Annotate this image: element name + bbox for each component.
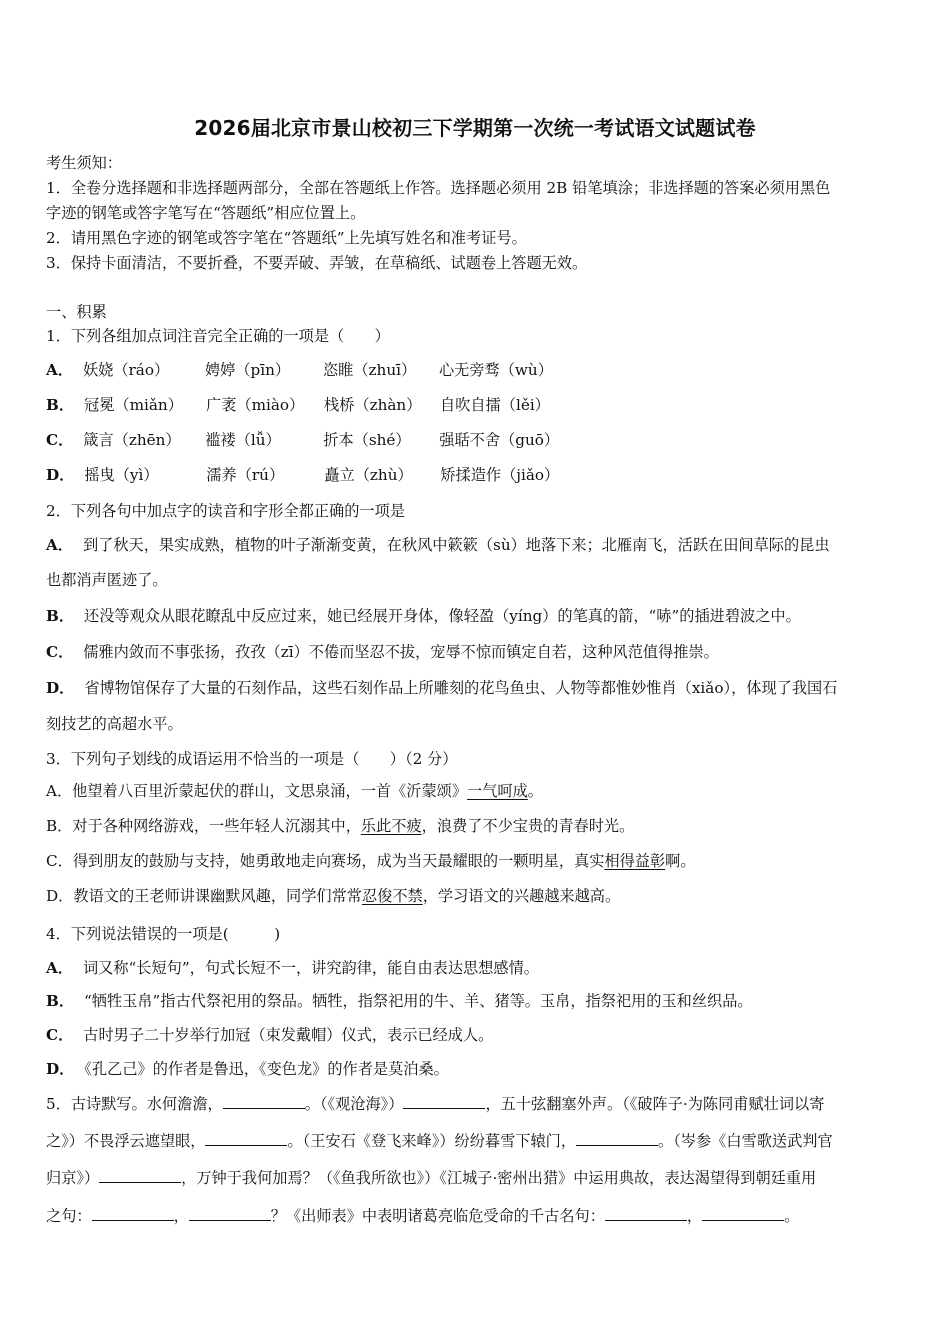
- answer-blank[interactable]: [576, 1131, 658, 1146]
- option-label: B．: [46, 607, 75, 625]
- question-2-option-c: [46, 642, 719, 662]
- question-5-text: ？《出师表》中表明诸葛亮临危受命的千古名句：: [270, 1207, 605, 1225]
- option-text: 得到朋友的鼓励与支持，她勇敢地走向赛场，成为当天最耀眼的一颗明星，真实: [72, 852, 605, 870]
- option-label: A．: [46, 361, 73, 379]
- question-1-option-a: [46, 360, 553, 380]
- question-1-stem: 1．下列各组加点词注音完全正确的一项是（ ）: [46, 327, 390, 345]
- option-item: 褴褛（lǚ）: [205, 431, 281, 449]
- option-text: 对于各种网络游戏，一些年轻人沉溺其中，: [72, 817, 361, 835]
- option-item: 冠冕（miǎn）: [84, 396, 183, 414]
- option-label: C．: [46, 643, 74, 661]
- exam-title: 2026届北京市景山校初三下学期第一次统一考试语文试题试卷: [194, 116, 756, 140]
- question-5-text: ，万钟于我何加焉？（《鱼我所欲也》）《江城子·密州出猎》中运用典故，表达渴望得到朝廷重用: [181, 1169, 817, 1187]
- section-heading: 一、积累: [46, 303, 107, 321]
- question-5-line-1: [46, 1094, 824, 1114]
- option-item: 摇曳（yì）: [84, 466, 159, 484]
- option-label: C．: [46, 431, 74, 449]
- notice-line-2: 字迹的钢笔或答字笔写在“答题纸”相应位置上。: [46, 204, 366, 222]
- question-2-option-b: [46, 606, 801, 626]
- question-5-text: 之句：: [46, 1207, 92, 1225]
- question-5-text: 。（岑参《白雪歌送武判官: [658, 1132, 833, 1150]
- answer-blank[interactable]: [605, 1206, 687, 1221]
- option-label: B．: [46, 396, 75, 414]
- option-text: ，学习语文的兴趣越来越高。: [422, 887, 621, 905]
- option-item: 濡养（rú）: [206, 466, 285, 484]
- option-item: 强聒不舍（guō）: [439, 431, 560, 449]
- option-text: “牺牲玉帛”指古代祭祀用的祭品。牺牲，指祭祀用的牛、羊、猪等。玉帛，指祭祀用的玉和丝织品。: [84, 992, 753, 1010]
- option-label: D．: [46, 887, 74, 905]
- answer-blank[interactable]: [223, 1094, 305, 1109]
- question-2-option-a: [46, 535, 830, 555]
- option-text: 儒雅内敛而不事张扬，孜孜（zī）不倦而坚忍不拔，宠辱不惊而镇定自若，这种风范值得推崇。: [83, 643, 719, 661]
- answer-blank[interactable]: [99, 1168, 181, 1183]
- underlined-idiom: 忍俊不禁: [361, 887, 423, 905]
- option-item: 折本（shé）: [323, 431, 411, 449]
- question-3-option-a: [46, 781, 543, 801]
- option-text: 啊。: [665, 852, 696, 870]
- option-text: 到了秋天，果实成熟，植物的叶子渐渐变黄，在秋风中簌簌（sù）地落下来；北雁南飞，活跃在田间草际的昆虫: [82, 536, 830, 554]
- question-5-line-3: [46, 1168, 816, 1188]
- option-label: A．: [46, 782, 73, 800]
- question-1-option-b: [46, 395, 550, 415]
- option-text: 还没等观众从眼花瞭乱中反应过来，她已经展开身体，像轻盈（yíng）的笔真的箭，“哧”的插进碧波之中。: [84, 607, 801, 625]
- question-5-text: 。（王安石《登飞来峰》）纷纷暮雪下辕门，: [287, 1132, 577, 1150]
- option-label: C．: [46, 1026, 74, 1044]
- option-label: A．: [46, 536, 73, 554]
- question-2-option-a-cont: 也都消声匿迹了。: [46, 571, 168, 589]
- option-item: 矫揉造作（jiǎo）: [440, 466, 560, 484]
- question-1-option-c: [46, 430, 559, 450]
- option-item: 心无旁骛（wù）: [438, 361, 553, 379]
- option-label: B．: [46, 817, 73, 835]
- question-1-option-d: [46, 465, 559, 485]
- option-text: 教语文的王老师讲课幽默风趣，同学们常常: [73, 887, 362, 905]
- answer-blank[interactable]: [403, 1094, 485, 1109]
- option-item: 自吹自擂（lěi）: [440, 396, 550, 414]
- question-3-stem: 3．下列句子划线的成语运用不恰当的一项是（ ）（2 分）: [46, 750, 458, 768]
- question-5-text: ，: [686, 1207, 703, 1225]
- question-2-stem: 2．下列各句中加点字的读音和字形全都正确的一项是: [46, 502, 405, 520]
- option-label: B．: [46, 992, 75, 1010]
- option-item: 栈桥（zhàn）: [324, 396, 422, 414]
- option-text: 省博物馆保存了大量的石刻作品，这些石刻作品上所雕刻的花鸟鱼虫、人物等都惟妙惟肖（xiǎo），体现了我国石: [84, 679, 838, 697]
- option-text: 他望着八百里沂蒙起伏的群山，文思泉涌，一首《沂蒙颂》: [72, 782, 468, 800]
- answer-blank[interactable]: [189, 1206, 271, 1221]
- option-label: D．: [46, 679, 75, 697]
- option-text: 古时男子二十岁举行加冠（束发戴帽）仪式，表示已经成人。: [83, 1026, 494, 1044]
- question-4-option-a: [46, 958, 539, 978]
- option-label: D．: [46, 466, 75, 484]
- option-item: 娉婷（pīn）: [204, 361, 291, 379]
- option-item: 恣睢（zhuī）: [322, 361, 417, 379]
- question-5-text: 归京》）: [46, 1169, 100, 1187]
- underlined-idiom: 一气呵成: [467, 782, 528, 800]
- question-3-option-b: [46, 816, 634, 836]
- question-4-option-b: [46, 991, 753, 1011]
- answer-blank[interactable]: [702, 1206, 784, 1221]
- underlined-idiom: 乐此不疲: [360, 817, 422, 835]
- question-5-text: 。: [784, 1207, 800, 1225]
- answer-blank[interactable]: [92, 1206, 174, 1221]
- question-5-text: 之》）不畏浮云遮望眼，: [46, 1132, 206, 1150]
- option-label: D．: [46, 1060, 75, 1078]
- answer-blank[interactable]: [205, 1131, 287, 1146]
- option-item: 矗立（zhù）: [324, 466, 413, 484]
- option-item: 箴言（zhēn）: [83, 431, 181, 449]
- question-5-text: ，: [173, 1207, 189, 1225]
- notice-line-1: 1．全卷分选择题和非选择题两部分，全部在答题纸上作答。选择题必须用 2B 铅笔填涂；非选择题的答案必须用黑色: [46, 179, 831, 197]
- notice-heading: 考生须知：: [46, 154, 122, 172]
- option-text: 词又称“长短句”，句式长短不一，讲究韵律，能自由表达思想感情。: [82, 959, 539, 977]
- question-5-line-2: [46, 1131, 833, 1151]
- option-item: 妖娆（ráo）: [82, 361, 170, 379]
- question-5-text: 。（《观沧海》）: [304, 1095, 404, 1113]
- question-5-text: 5．古诗默写。水何澹澹，: [46, 1095, 223, 1113]
- option-text: 《孔乙己》的作者是鲁迅，《变色龙》的作者是莫泊桑。: [84, 1060, 449, 1078]
- question-4-stem: 4．下列说法错误的一项是( ): [46, 925, 281, 943]
- notice-line-4: 3．保持卡面清洁，不要折叠，不要弄破、弄皱，在草稿纸、试题卷上答题无效。: [46, 254, 588, 272]
- option-text: ，浪费了不少宝贵的青春时光。: [421, 817, 635, 835]
- notice-line-3: 2．请用黑色字迹的钢笔或答字笔在“答题纸”上先填写姓名和准考证号。: [46, 229, 527, 247]
- option-text: 。: [527, 782, 543, 800]
- option-item: 广袤（miào）: [206, 396, 305, 414]
- question-5-text: ，五十弦翻塞外声。（《破阵子·为陈同甫赋壮词以寄: [485, 1095, 825, 1113]
- question-3-option-c: [46, 851, 696, 871]
- option-label: C．: [46, 852, 73, 870]
- question-3-option-d: [46, 886, 620, 906]
- question-4-option-d: [46, 1059, 449, 1079]
- question-2-option-d-cont: 刻技艺的高超水平。: [46, 715, 183, 733]
- option-label: A．: [46, 959, 73, 977]
- question-4-option-c: [46, 1025, 493, 1045]
- question-2-option-d: [46, 678, 837, 698]
- underlined-idiom: 相得益彰: [604, 852, 666, 870]
- question-5-line-4: [46, 1206, 799, 1226]
